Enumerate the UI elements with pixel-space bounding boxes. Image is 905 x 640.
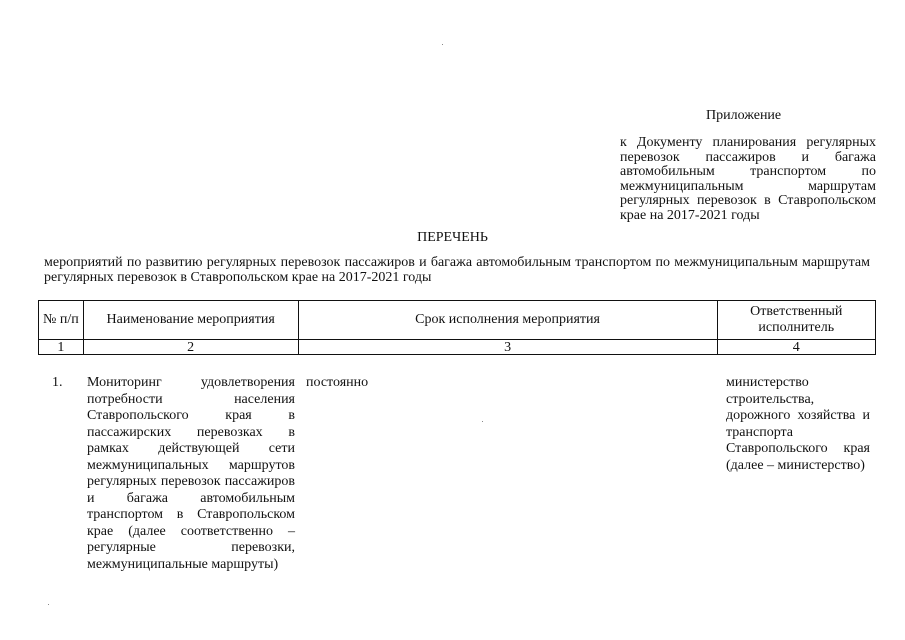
column-number-row <box>39 340 876 355</box>
header-num: № п/п <box>39 301 84 340</box>
measures-table-header <box>38 300 876 355</box>
column-number: 3 <box>298 340 717 355</box>
header-term: Срок исполнения мероприятия <box>298 301 717 340</box>
header-executor: Ответственный исполнитель <box>717 301 875 340</box>
scan-speck <box>48 604 49 605</box>
row-measure-name: Мониторинг удовлетворения потребности населения Ставропольского края в пассажирских перевозках в рамках действующей сети межмуниципальных маршрутов регулярных перевозок пассажиров и багажа автомобильным транспортом в Ставропольском крае (далее соответственно – регулярные перевозки, межмуниципальные маршруты) <box>87 375 295 572</box>
scan-speck <box>482 421 483 422</box>
table-header-row <box>39 301 876 340</box>
column-number: 1 <box>39 340 84 355</box>
scan-speck <box>442 44 443 45</box>
document-heading: ПЕРЕЧЕНЬ <box>417 230 488 245</box>
column-number: 4 <box>717 340 875 355</box>
row-executor: министерство строительства, дорожного хозяйства и транспорта Ставропольского края (далее – министерство) <box>726 375 870 473</box>
column-number: 2 <box>83 340 298 355</box>
row-number: 1. <box>52 375 63 390</box>
document-subtitle: мероприятий по развитию регулярных перевозок пассажиров и багажа автомобильным транспортом по межмуниципальным маршрутам регулярных перевозок в Ставропольском крае на 2017-2021 годы <box>44 255 870 285</box>
appendix-body: к Документу планирования регулярных перевозок пассажиров и багажа автомобильным транспортом по межмуниципальным маршрутам регулярных перевозок в Ставропольском крае на 2017-2021 годы <box>620 135 876 223</box>
appendix-title: Приложение <box>706 108 782 123</box>
header-name: Наименование мероприятия <box>83 301 298 340</box>
row-term: постоянно <box>306 375 369 390</box>
